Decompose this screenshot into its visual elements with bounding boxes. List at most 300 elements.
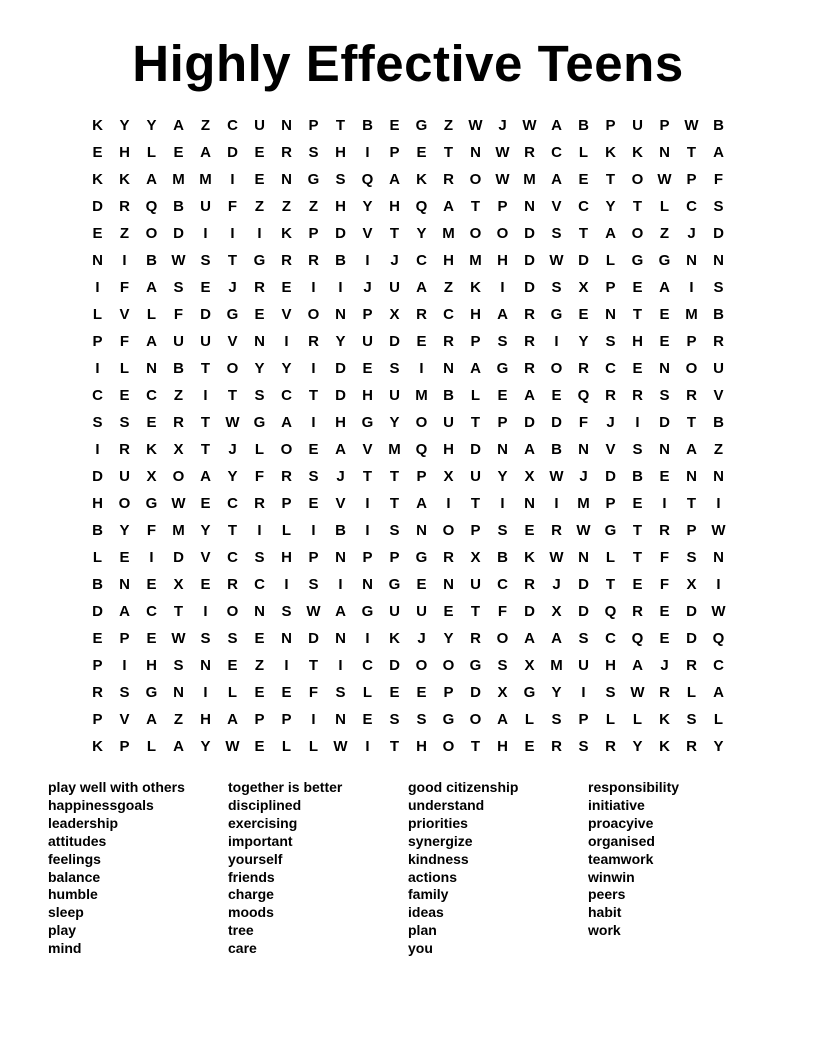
- grid-letter: R: [443, 549, 454, 566]
- grid-letter: T: [470, 495, 481, 512]
- grid-letter: C: [605, 360, 616, 377]
- grid-letter: S: [254, 387, 265, 404]
- grid-letter: F: [119, 333, 130, 350]
- grid-letter: I: [230, 171, 235, 188]
- grid-letter: E: [659, 333, 670, 350]
- grid-letter: P: [281, 495, 292, 512]
- grid-letter: T: [389, 468, 400, 485]
- grid-letter: A: [524, 441, 535, 458]
- word-list-item: priorities: [408, 814, 468, 831]
- grid-letter: N: [578, 441, 589, 458]
- grid-letter: T: [308, 387, 319, 404]
- grid-letter: D: [335, 387, 346, 404]
- grid-letter: M: [550, 657, 563, 674]
- grid-letter: I: [365, 252, 370, 269]
- grid-letter: R: [254, 495, 265, 512]
- grid-letter: I: [338, 657, 343, 674]
- grid-letter: B: [173, 360, 184, 377]
- grid-letter: L: [470, 387, 481, 404]
- grid-letter: D: [659, 414, 670, 431]
- grid-letter: R: [227, 576, 238, 593]
- grid-letter: D: [308, 630, 319, 647]
- grid-letter: D: [389, 657, 400, 674]
- grid-letter: A: [605, 225, 616, 242]
- grid-letter: I: [716, 576, 721, 593]
- grid-letter: C: [443, 306, 454, 323]
- grid-letter: Y: [443, 630, 454, 647]
- grid-letter: I: [554, 495, 559, 512]
- grid-letter: M: [685, 306, 698, 323]
- word-list-item: proacyive: [588, 814, 654, 831]
- grid-letter: U: [443, 414, 454, 431]
- grid-letter: R: [119, 198, 130, 215]
- grid-letter: R: [92, 684, 103, 701]
- grid-letter: K: [146, 441, 157, 458]
- grid-letter: S: [713, 279, 724, 296]
- grid-letter: X: [686, 576, 697, 593]
- grid-letter: D: [578, 252, 589, 269]
- grid-letter: H: [443, 252, 454, 269]
- grid-letter: E: [308, 441, 319, 458]
- grid-letter: T: [389, 495, 400, 512]
- grid-letter: G: [550, 306, 563, 323]
- grid-letter: I: [311, 279, 316, 296]
- grid-letter: H: [443, 441, 454, 458]
- grid-letter: T: [362, 468, 373, 485]
- grid-letter: W: [495, 144, 510, 161]
- grid-letter: P: [686, 333, 697, 350]
- grid-letter: Z: [254, 657, 265, 674]
- grid-letter: Q: [145, 198, 158, 215]
- grid-letter: R: [524, 576, 535, 593]
- word-list-item: ideas: [408, 904, 444, 921]
- grid-letter: O: [145, 225, 158, 242]
- grid-letter: R: [632, 387, 643, 404]
- word-list-item: peers: [588, 886, 626, 903]
- grid-letter: W: [171, 252, 186, 269]
- grid-letter: N: [281, 117, 292, 134]
- grid-letter: B: [497, 549, 508, 566]
- grid-letter: P: [389, 144, 400, 161]
- grid-letter: S: [173, 279, 184, 296]
- grid-letter: M: [469, 252, 482, 269]
- grid-letter: W: [225, 738, 240, 755]
- grid-letter: E: [200, 495, 211, 512]
- grid-letter: W: [495, 171, 510, 188]
- grid-letter: A: [173, 117, 184, 134]
- grid-letter: D: [335, 360, 346, 377]
- grid-letter: E: [659, 630, 670, 647]
- grid-letter: E: [416, 576, 427, 593]
- grid-letter: E: [632, 576, 643, 593]
- word-list-item: exercising: [228, 814, 298, 831]
- grid-letter: V: [335, 495, 346, 512]
- grid-letter: B: [632, 468, 643, 485]
- grid-letter: G: [658, 252, 671, 269]
- grid-letter: W: [522, 117, 537, 134]
- word-list-item: attitudes: [48, 832, 107, 849]
- grid-letter: R: [173, 414, 184, 431]
- grid-letter: Y: [254, 360, 265, 377]
- grid-letter: N: [281, 171, 292, 188]
- word-list-item: mind: [48, 940, 82, 957]
- grid-letter: O: [172, 468, 185, 485]
- grid-letter: V: [362, 441, 373, 458]
- grid-letter: E: [146, 630, 157, 647]
- grid-letter: S: [200, 630, 211, 647]
- grid-letter: N: [524, 198, 535, 215]
- word-list-item: understand: [408, 796, 485, 813]
- grid-letter: A: [335, 441, 346, 458]
- grid-letter: U: [200, 333, 211, 350]
- grid-letter: R: [281, 144, 292, 161]
- grid-letter: S: [281, 603, 292, 620]
- grid-letter: R: [659, 684, 670, 701]
- grid-letter: O: [280, 441, 293, 458]
- grid-letter: K: [659, 711, 670, 728]
- grid-letter: R: [524, 144, 535, 161]
- grid-letter: I: [284, 333, 289, 350]
- grid-letter: V: [281, 306, 292, 323]
- grid-letter: V: [119, 711, 130, 728]
- grid-letter: L: [119, 360, 130, 377]
- grid-letter: S: [335, 684, 346, 701]
- grid-letter: G: [388, 576, 401, 593]
- grid-letter: R: [308, 333, 319, 350]
- word-list-item: sleep: [48, 904, 84, 921]
- grid-letter: W: [171, 630, 186, 647]
- grid-letter: I: [365, 495, 370, 512]
- grid-letter: D: [470, 441, 481, 458]
- grid-letter: K: [92, 117, 103, 134]
- grid-letter: H: [416, 738, 427, 755]
- grid-letter: I: [500, 495, 505, 512]
- grid-letter: U: [713, 360, 724, 377]
- grid-letter: K: [92, 738, 103, 755]
- grid-letter: S: [254, 549, 265, 566]
- word-list-item: winwin: [588, 868, 635, 885]
- grid-letter: E: [632, 495, 643, 512]
- grid-letter: F: [659, 576, 670, 593]
- grid-letter: E: [578, 171, 589, 188]
- letter-grid: [84, 112, 732, 760]
- grid-letter: F: [659, 549, 670, 566]
- grid-letter: M: [577, 495, 590, 512]
- grid-letter: Y: [713, 738, 724, 755]
- grid-letter: C: [227, 495, 238, 512]
- grid-letter: U: [416, 603, 427, 620]
- grid-letter: W: [684, 117, 699, 134]
- grid-letter: G: [442, 711, 455, 728]
- grid-letter: N: [713, 549, 724, 566]
- grid-letter: B: [92, 576, 103, 593]
- grid-letter: D: [713, 225, 724, 242]
- grid-letter: Y: [416, 225, 427, 242]
- grid-letter: L: [605, 711, 616, 728]
- grid-letter: R: [524, 360, 535, 377]
- grid-letter: K: [632, 144, 643, 161]
- grid-letter: N: [335, 549, 346, 566]
- grid-letter: N: [92, 252, 103, 269]
- grid-letter: I: [338, 279, 343, 296]
- grid-letter: T: [227, 522, 238, 539]
- grid-letter: S: [605, 333, 616, 350]
- word-list-item: plan: [408, 922, 437, 939]
- grid-letter: M: [388, 441, 401, 458]
- grid-letter: B: [713, 117, 724, 134]
- grid-letter: Y: [335, 333, 346, 350]
- grid-letter: O: [442, 657, 455, 674]
- word-list-item: organised: [588, 832, 655, 849]
- grid-letter: L: [281, 738, 292, 755]
- grid-letter: X: [497, 684, 508, 701]
- grid-letter: T: [578, 225, 589, 242]
- grid-letter: S: [497, 522, 508, 539]
- grid-letter: N: [578, 549, 589, 566]
- grid-letter: L: [227, 684, 238, 701]
- grid-letter: I: [635, 414, 640, 431]
- grid-letter: N: [659, 144, 670, 161]
- grid-letter: Y: [389, 414, 400, 431]
- grid-letter: X: [173, 441, 184, 458]
- grid-letter: X: [470, 549, 481, 566]
- grid-letter: H: [335, 198, 346, 215]
- grid-letter: S: [497, 333, 508, 350]
- word-list-item: charge: [228, 886, 274, 903]
- grid-letter: L: [146, 144, 157, 161]
- grid-letter: A: [146, 279, 157, 296]
- grid-letter: E: [416, 684, 427, 701]
- grid-letter: Y: [632, 738, 643, 755]
- grid-letter: O: [685, 360, 698, 377]
- grid-letter: I: [365, 522, 370, 539]
- grid-letter: H: [605, 657, 616, 674]
- grid-letter: P: [281, 711, 292, 728]
- grid-letter: G: [361, 603, 374, 620]
- word-list-item: kindness: [408, 850, 469, 867]
- grid-letter: G: [415, 549, 428, 566]
- grid-letter: A: [416, 279, 427, 296]
- grid-letter: B: [92, 522, 103, 539]
- grid-letter: D: [524, 225, 535, 242]
- grid-letter: I: [203, 684, 208, 701]
- grid-letter: S: [551, 225, 562, 242]
- grid-letter: H: [335, 414, 346, 431]
- grid-letter: J: [363, 279, 372, 296]
- grid-letter: J: [687, 225, 696, 242]
- grid-letter: D: [686, 603, 697, 620]
- word-list-item: initiative: [588, 796, 645, 813]
- grid-letter: A: [146, 711, 157, 728]
- grid-letter: W: [333, 738, 348, 755]
- grid-letter: Q: [712, 630, 725, 647]
- grid-letter: G: [226, 306, 239, 323]
- grid-letter: W: [711, 603, 726, 620]
- grid-letter: U: [389, 603, 400, 620]
- grid-letter: E: [146, 414, 157, 431]
- grid-letter: Y: [605, 198, 616, 215]
- grid-letter: W: [657, 171, 672, 188]
- grid-letter: I: [149, 549, 154, 566]
- grid-letter: A: [443, 198, 454, 215]
- grid-letter: A: [497, 711, 508, 728]
- grid-letter: Y: [551, 684, 562, 701]
- grid-letter: P: [92, 333, 103, 350]
- grid-letter: W: [576, 522, 591, 539]
- grid-letter: P: [605, 495, 616, 512]
- word-list-item: synergize: [408, 832, 473, 849]
- grid-letter: X: [524, 657, 535, 674]
- grid-letter: V: [551, 198, 562, 215]
- grid-letter: A: [335, 603, 346, 620]
- grid-letter: U: [119, 468, 130, 485]
- grid-letter: Y: [497, 468, 508, 485]
- grid-letter: L: [524, 711, 535, 728]
- grid-letter: S: [389, 522, 400, 539]
- grid-letter: S: [308, 468, 319, 485]
- grid-letter: N: [335, 306, 346, 323]
- grid-letter: N: [254, 333, 265, 350]
- grid-letter: A: [146, 333, 157, 350]
- word-list-item: good citizenship: [408, 779, 519, 795]
- grid-letter: A: [713, 684, 724, 701]
- grid-letter: G: [361, 414, 374, 431]
- grid-letter: L: [659, 198, 670, 215]
- grid-letter: D: [92, 198, 103, 215]
- word-list-item: yourself: [228, 850, 283, 867]
- grid-letter: T: [470, 603, 481, 620]
- grid-letter: D: [524, 252, 535, 269]
- grid-letter: B: [713, 306, 724, 323]
- grid-letter: S: [200, 252, 211, 269]
- grid-letter: U: [200, 198, 211, 215]
- grid-letter: T: [443, 144, 454, 161]
- word-list-item: tree: [228, 922, 254, 939]
- grid-letter: E: [254, 684, 265, 701]
- grid-letter: I: [311, 360, 316, 377]
- word-list-item: work: [588, 922, 621, 939]
- grid-letter: C: [227, 117, 238, 134]
- grid-letter: P: [308, 225, 319, 242]
- grid-letter: Y: [281, 360, 292, 377]
- grid-letter: I: [284, 576, 289, 593]
- grid-letter: L: [146, 738, 157, 755]
- word-list-item: teamwork: [588, 850, 654, 867]
- word-list-item: habit: [588, 904, 622, 921]
- grid-letter: E: [632, 279, 643, 296]
- grid-letter: T: [173, 603, 184, 620]
- grid-letter: D: [92, 468, 103, 485]
- grid-letter: L: [632, 711, 643, 728]
- grid-letter: A: [281, 414, 292, 431]
- grid-letter: S: [119, 684, 130, 701]
- grid-letter: I: [689, 279, 694, 296]
- grid-letter: D: [227, 144, 238, 161]
- grid-letter: Q: [415, 198, 428, 215]
- grid-letter: Q: [361, 171, 374, 188]
- word-list-item: feelings: [48, 850, 101, 867]
- grid-letter: C: [227, 549, 238, 566]
- grid-letter: R: [524, 306, 535, 323]
- grid-letter: Y: [146, 117, 157, 134]
- word-list-item: moods: [228, 904, 274, 921]
- word-list-item: humble: [48, 886, 98, 903]
- grid-letter: S: [632, 441, 643, 458]
- grid-letter: K: [281, 225, 292, 242]
- grid-letter: R: [524, 333, 535, 350]
- word-list-item: friends: [228, 868, 275, 885]
- grid-letter: S: [659, 387, 670, 404]
- grid-letter: U: [470, 576, 481, 593]
- grid-letter: E: [551, 387, 562, 404]
- grid-letter: F: [713, 171, 724, 188]
- word-list-item: disciplined: [228, 796, 302, 813]
- grid-letter: G: [307, 171, 320, 188]
- grid-letter: E: [659, 603, 670, 620]
- grid-letter: A: [551, 117, 562, 134]
- grid-letter: K: [605, 144, 616, 161]
- grid-letter: L: [686, 684, 697, 701]
- grid-letter: I: [311, 711, 316, 728]
- grid-letter: S: [686, 549, 697, 566]
- grid-letter: N: [686, 252, 697, 269]
- grid-letter: G: [253, 252, 266, 269]
- grid-letter: S: [335, 171, 346, 188]
- grid-letter: T: [470, 414, 481, 431]
- grid-letter: P: [389, 549, 400, 566]
- grid-letter: P: [497, 414, 508, 431]
- grid-letter: P: [470, 522, 481, 539]
- grid-letter: I: [257, 522, 262, 539]
- grid-letter: Z: [200, 117, 211, 134]
- grid-letter: T: [632, 198, 643, 215]
- grid-letter: O: [496, 630, 509, 647]
- grid-letter: H: [470, 306, 481, 323]
- grid-letter: Q: [577, 387, 590, 404]
- grid-letter: X: [389, 306, 400, 323]
- grid-letter: T: [335, 117, 346, 134]
- grid-letter: P: [362, 306, 373, 323]
- grid-letter: G: [145, 495, 158, 512]
- grid-letter: E: [362, 360, 373, 377]
- grid-letter: A: [551, 171, 562, 188]
- grid-letter: S: [119, 414, 130, 431]
- grid-letter: A: [686, 441, 697, 458]
- grid-letter: B: [173, 198, 184, 215]
- grid-letter: E: [659, 306, 670, 323]
- grid-letter: U: [470, 468, 481, 485]
- grid-letter: W: [306, 603, 321, 620]
- grid-letter: W: [549, 252, 564, 269]
- grid-letter: V: [119, 306, 130, 323]
- grid-letter: N: [713, 468, 724, 485]
- grid-letter: R: [686, 387, 697, 404]
- grid-letter: N: [443, 360, 454, 377]
- word-list-item: important: [228, 832, 293, 849]
- grid-letter: K: [389, 630, 400, 647]
- grid-letter: E: [146, 576, 157, 593]
- grid-letter: N: [470, 144, 481, 161]
- grid-letter: O: [469, 171, 482, 188]
- grid-letter: P: [605, 279, 616, 296]
- grid-letter: B: [146, 252, 157, 269]
- grid-letter: H: [335, 144, 346, 161]
- grid-letter: L: [605, 549, 616, 566]
- grid-letter: I: [122, 252, 127, 269]
- grid-letter: E: [389, 117, 400, 134]
- grid-letter: I: [203, 225, 208, 242]
- grid-letter: P: [578, 711, 589, 728]
